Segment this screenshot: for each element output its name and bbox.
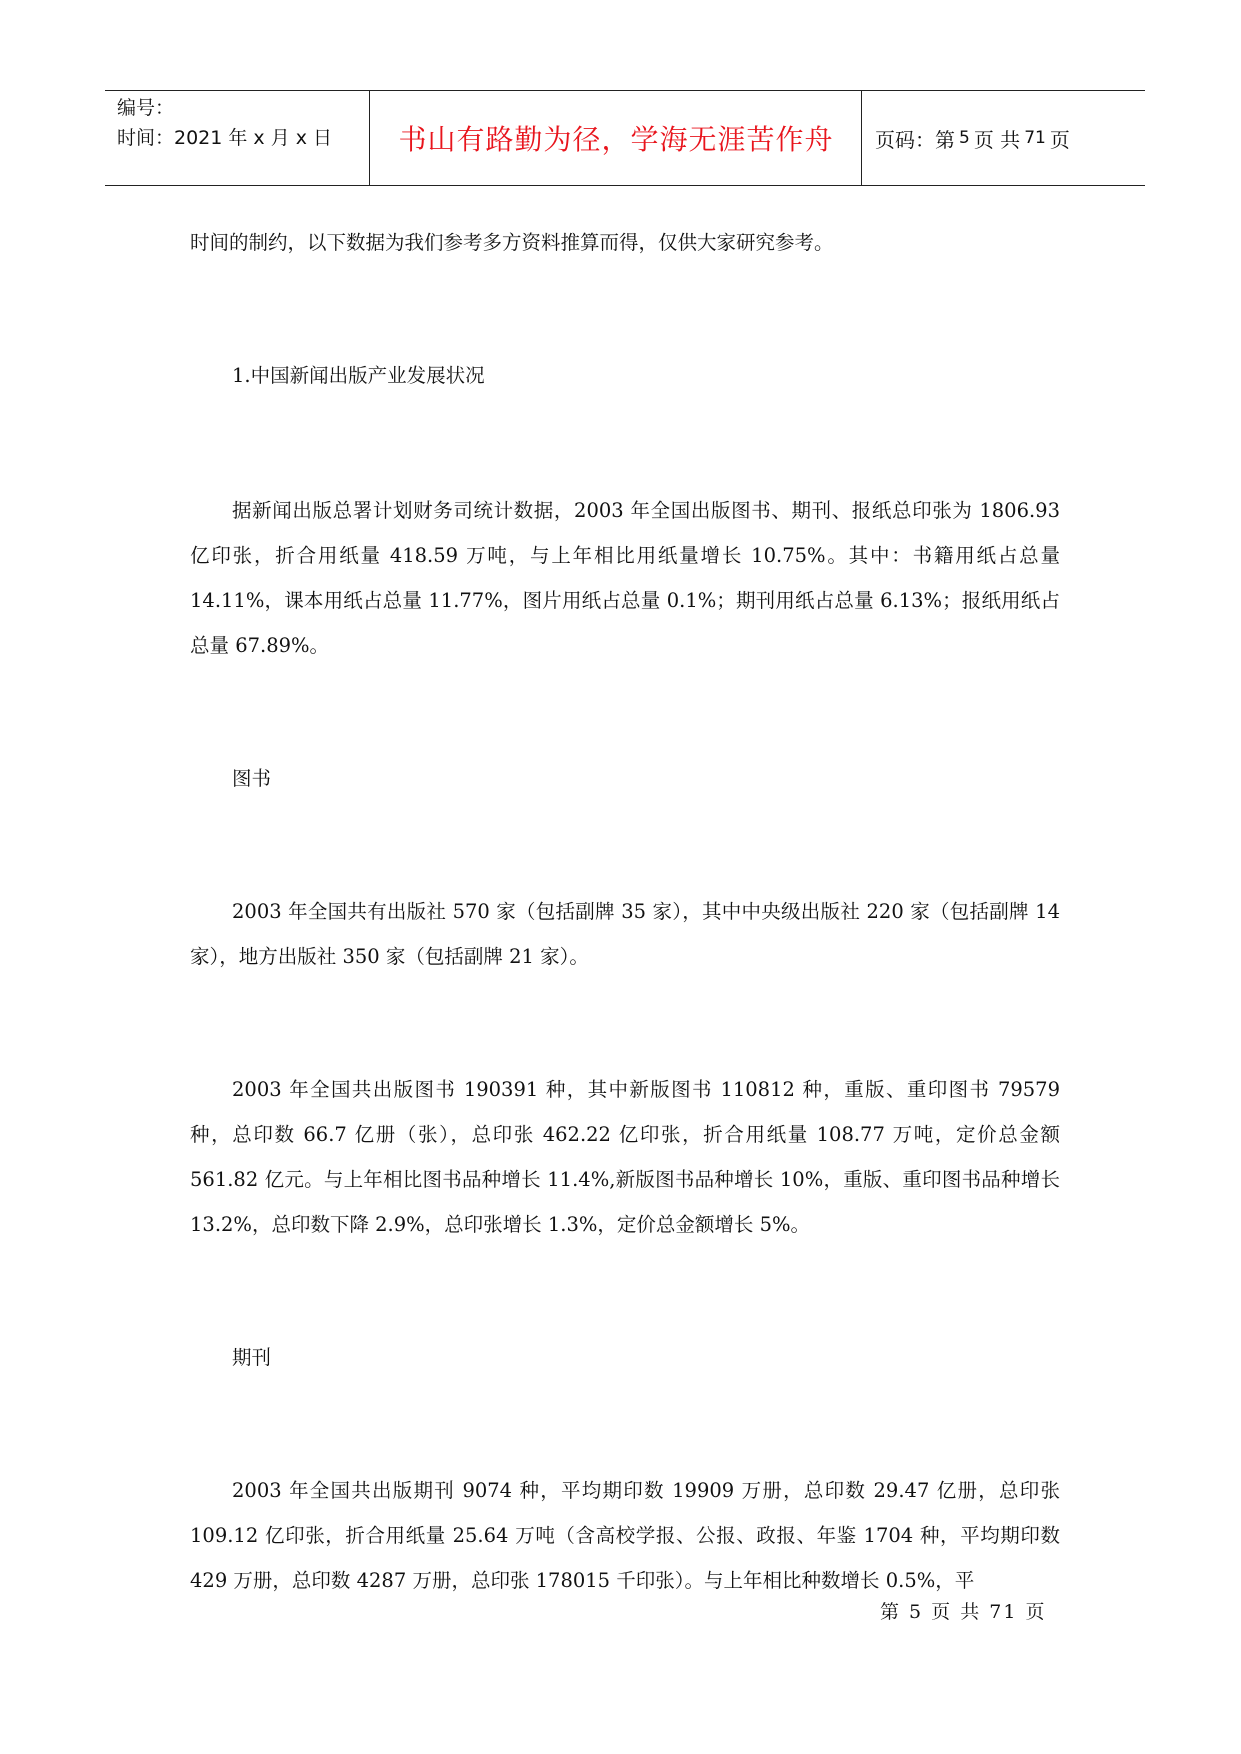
page-middle: 页 共 <box>973 127 1021 152</box>
header-info <box>117 93 367 153</box>
page-number: 5 <box>959 128 970 148</box>
page-suffix: 页 <box>1049 127 1070 152</box>
intro-paragraph: 时间的制约，以下数据为我们参考多方资料推算而得，仅供大家研究参考。 <box>190 231 834 254</box>
overview-paragraph: 据新闻出版总署计划财务司统计数据，2003 年全国出版图书、期刊、报纸总印张为 1806.93 亿印张，折合用纸量 418.59 万吨，与上年相比用纸量增长 10.75%。其中：书籍用纸占总量 14.11%，课本用纸占总量 11.77%，图片用纸占总量 0.1%；期刊用纸占总量 6.13%；报纸用纸占总量 67.89%。 <box>190 499 1060 657</box>
section-title: 1.中国新闻出版产业发展状况 <box>232 364 485 387</box>
header-page-indicator <box>875 91 1070 185</box>
serial-label: 编号： <box>117 97 175 119</box>
page-footer: 第 5 页 共 71 页 <box>880 1601 1047 1623</box>
header-motto: 书山有路勤为径，学海无涯苦作舟 <box>398 123 834 156</box>
time-label: 时间：2021 年 x 月 x 日 <box>117 127 333 149</box>
document-body <box>190 220 1060 1603</box>
header-divider <box>861 91 862 185</box>
header-divider <box>369 91 370 185</box>
periodicals-output-paragraph: 2003 年全国共出版期刊 9074 种，平均期印数 19909 万册，总印数 29.47 亿册，总印张 109.12 亿印张，折合用纸量 25.64 万吨（含高校学报、公报、政报、年鉴 1704 种，平均期印数 429 万册，总印数 4287 万册，总印张 178015 千印张）。与上年相比种数增长 0.5%，平 <box>190 1479 1060 1592</box>
books-heading: 图书 <box>232 767 272 790</box>
page-prefix: 页码：第 <box>875 127 955 152</box>
books-publishers-paragraph: 2003 年全国共有出版社 570 家（包括副牌 35 家），其中中央级出版社 220 家（包括副牌 14 家），地方出版社 350 家（包括副牌 21 家）。 <box>190 900 1060 968</box>
books-output-paragraph: 2003 年全国共出版图书 190391 种，其中新版图书 110812 种，重版、重印图书 79579 种，总印数 66.7 亿册（张），总印张 462.22 亿印张，折合用纸量 108.77 万吨，定价总金额 561.82 亿元。与上年相比图书品种增长 11.4%,新版图书品种增长 10%，重版、重印图书品种增长 13.2%，总印数下降 2.9%，总印张增长 1.3%，定价总金额增长 5%。 <box>190 1078 1060 1236</box>
periodicals-heading: 期刊 <box>232 1346 272 1369</box>
page-header <box>105 90 1145 186</box>
page-total: 71 <box>1024 128 1046 148</box>
